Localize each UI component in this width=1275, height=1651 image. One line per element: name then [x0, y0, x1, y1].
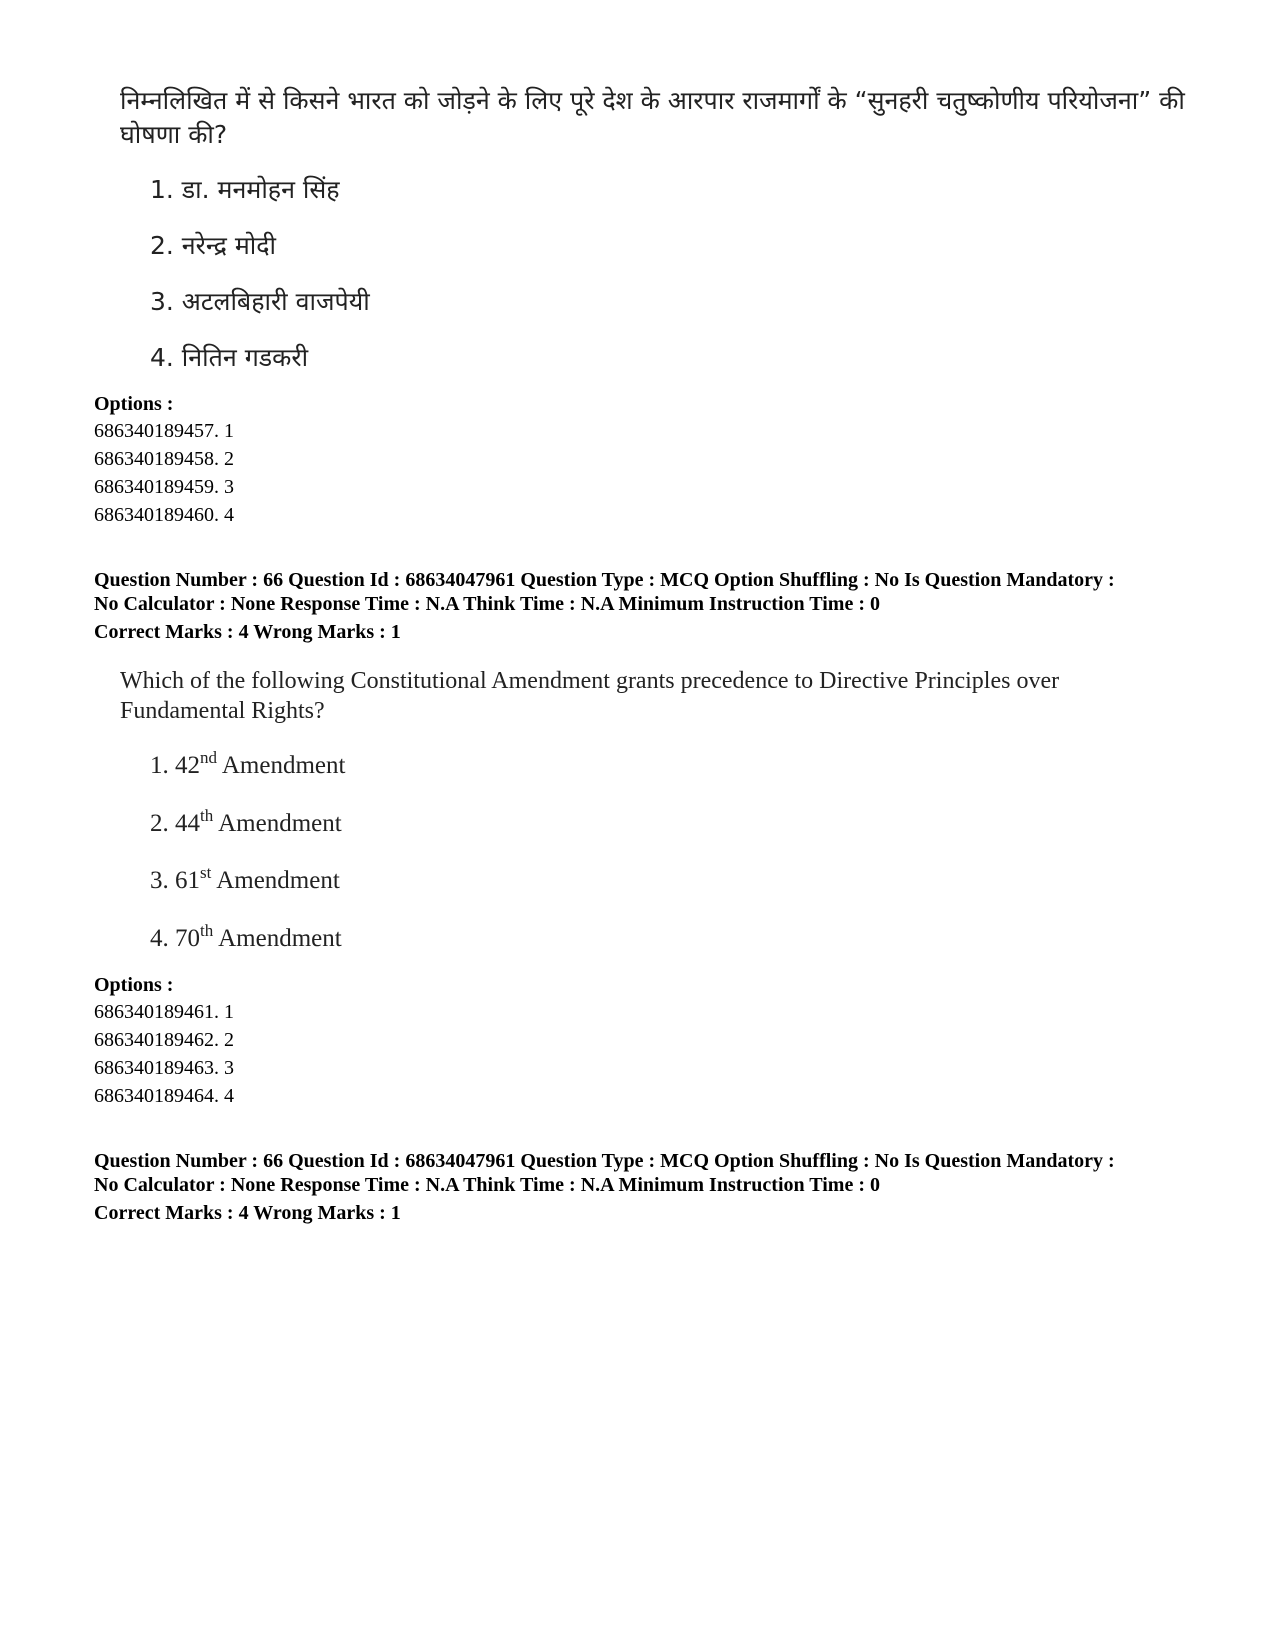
option-id: 686340189461. 1: [94, 1001, 234, 1023]
meta-line: Question Number : 66 Question Id : 68634047961 Question Type : MCQ Option Shuffling : No Is Question Mandatory :: [94, 1150, 1115, 1172]
option-id: 686340189460. 4: [94, 504, 234, 526]
choice-2: 2. नरेन्द्र मोदी: [150, 231, 277, 260]
option-id: 686340189462. 2: [94, 1029, 234, 1051]
choice-2: [150, 806, 342, 838]
choice-label: Amendment: [217, 752, 346, 779]
choice-number: 4. 70: [150, 925, 200, 952]
choice-label: Amendment: [213, 810, 342, 837]
ordinal-suffix: th: [200, 806, 214, 825]
question-text-english: Which of the following Constitutional Amendment grants precedence to Directive Principles over Fundamental Rights?: [120, 668, 1060, 724]
choice-number: 3. 61: [150, 867, 200, 894]
choice-3: 3. अटलबिहारी वाजपेयी: [150, 287, 370, 316]
choice-number: 1. 42: [150, 752, 200, 779]
question-meta: [94, 1149, 1204, 1225]
option-id: 686340189459. 3: [94, 476, 234, 498]
ordinal-suffix: st: [200, 863, 212, 882]
option-id: 686340189464. 4: [94, 1085, 234, 1107]
meta-line: Question Number : 66 Question Id : 68634047961 Question Type : MCQ Option Shuffling : No Is Question Mandatory :: [94, 569, 1115, 591]
option-id: 686340189463. 3: [94, 1057, 234, 1079]
marks-line: Correct Marks : 4 Wrong Marks : 1: [94, 621, 401, 643]
choice-3: [150, 863, 340, 895]
ordinal-suffix: th: [200, 921, 214, 940]
meta-line: No Calculator : None Response Time : N.A Think Time : N.A Minimum Instruction Time : 0: [94, 1174, 880, 1196]
choice-number: 2. 44: [150, 810, 200, 837]
choice-4: 4. नितिन गडकरी: [150, 343, 309, 372]
ordinal-suffix: nd: [200, 748, 217, 767]
question-meta: [94, 568, 1204, 644]
option-id: 686340189458. 2: [94, 448, 234, 470]
marks-line: Correct Marks : 4 Wrong Marks : 1: [94, 1202, 401, 1224]
meta-line: No Calculator : None Response Time : N.A Think Time : N.A Minimum Instruction Time : 0: [94, 593, 880, 615]
choice-label: Amendment: [213, 925, 342, 952]
option-id: 686340189457. 1: [94, 420, 234, 442]
choice-1: [150, 748, 346, 780]
choice-4: [150, 921, 342, 953]
choice-1: 1. डा. मनमोहन सिंह: [150, 175, 340, 204]
question-text-hindi: निम्नलिखित में से किसने भारत को जोड़ने के लिए पूरे देश के आरपार राजमार्गों के “सुनहरी चतुष्कोणीय परियोजना” की घोषणा की?: [120, 86, 1185, 149]
options-label: Options :: [94, 974, 174, 996]
choice-label: Amendment: [211, 867, 340, 894]
options-label: Options :: [94, 393, 174, 415]
